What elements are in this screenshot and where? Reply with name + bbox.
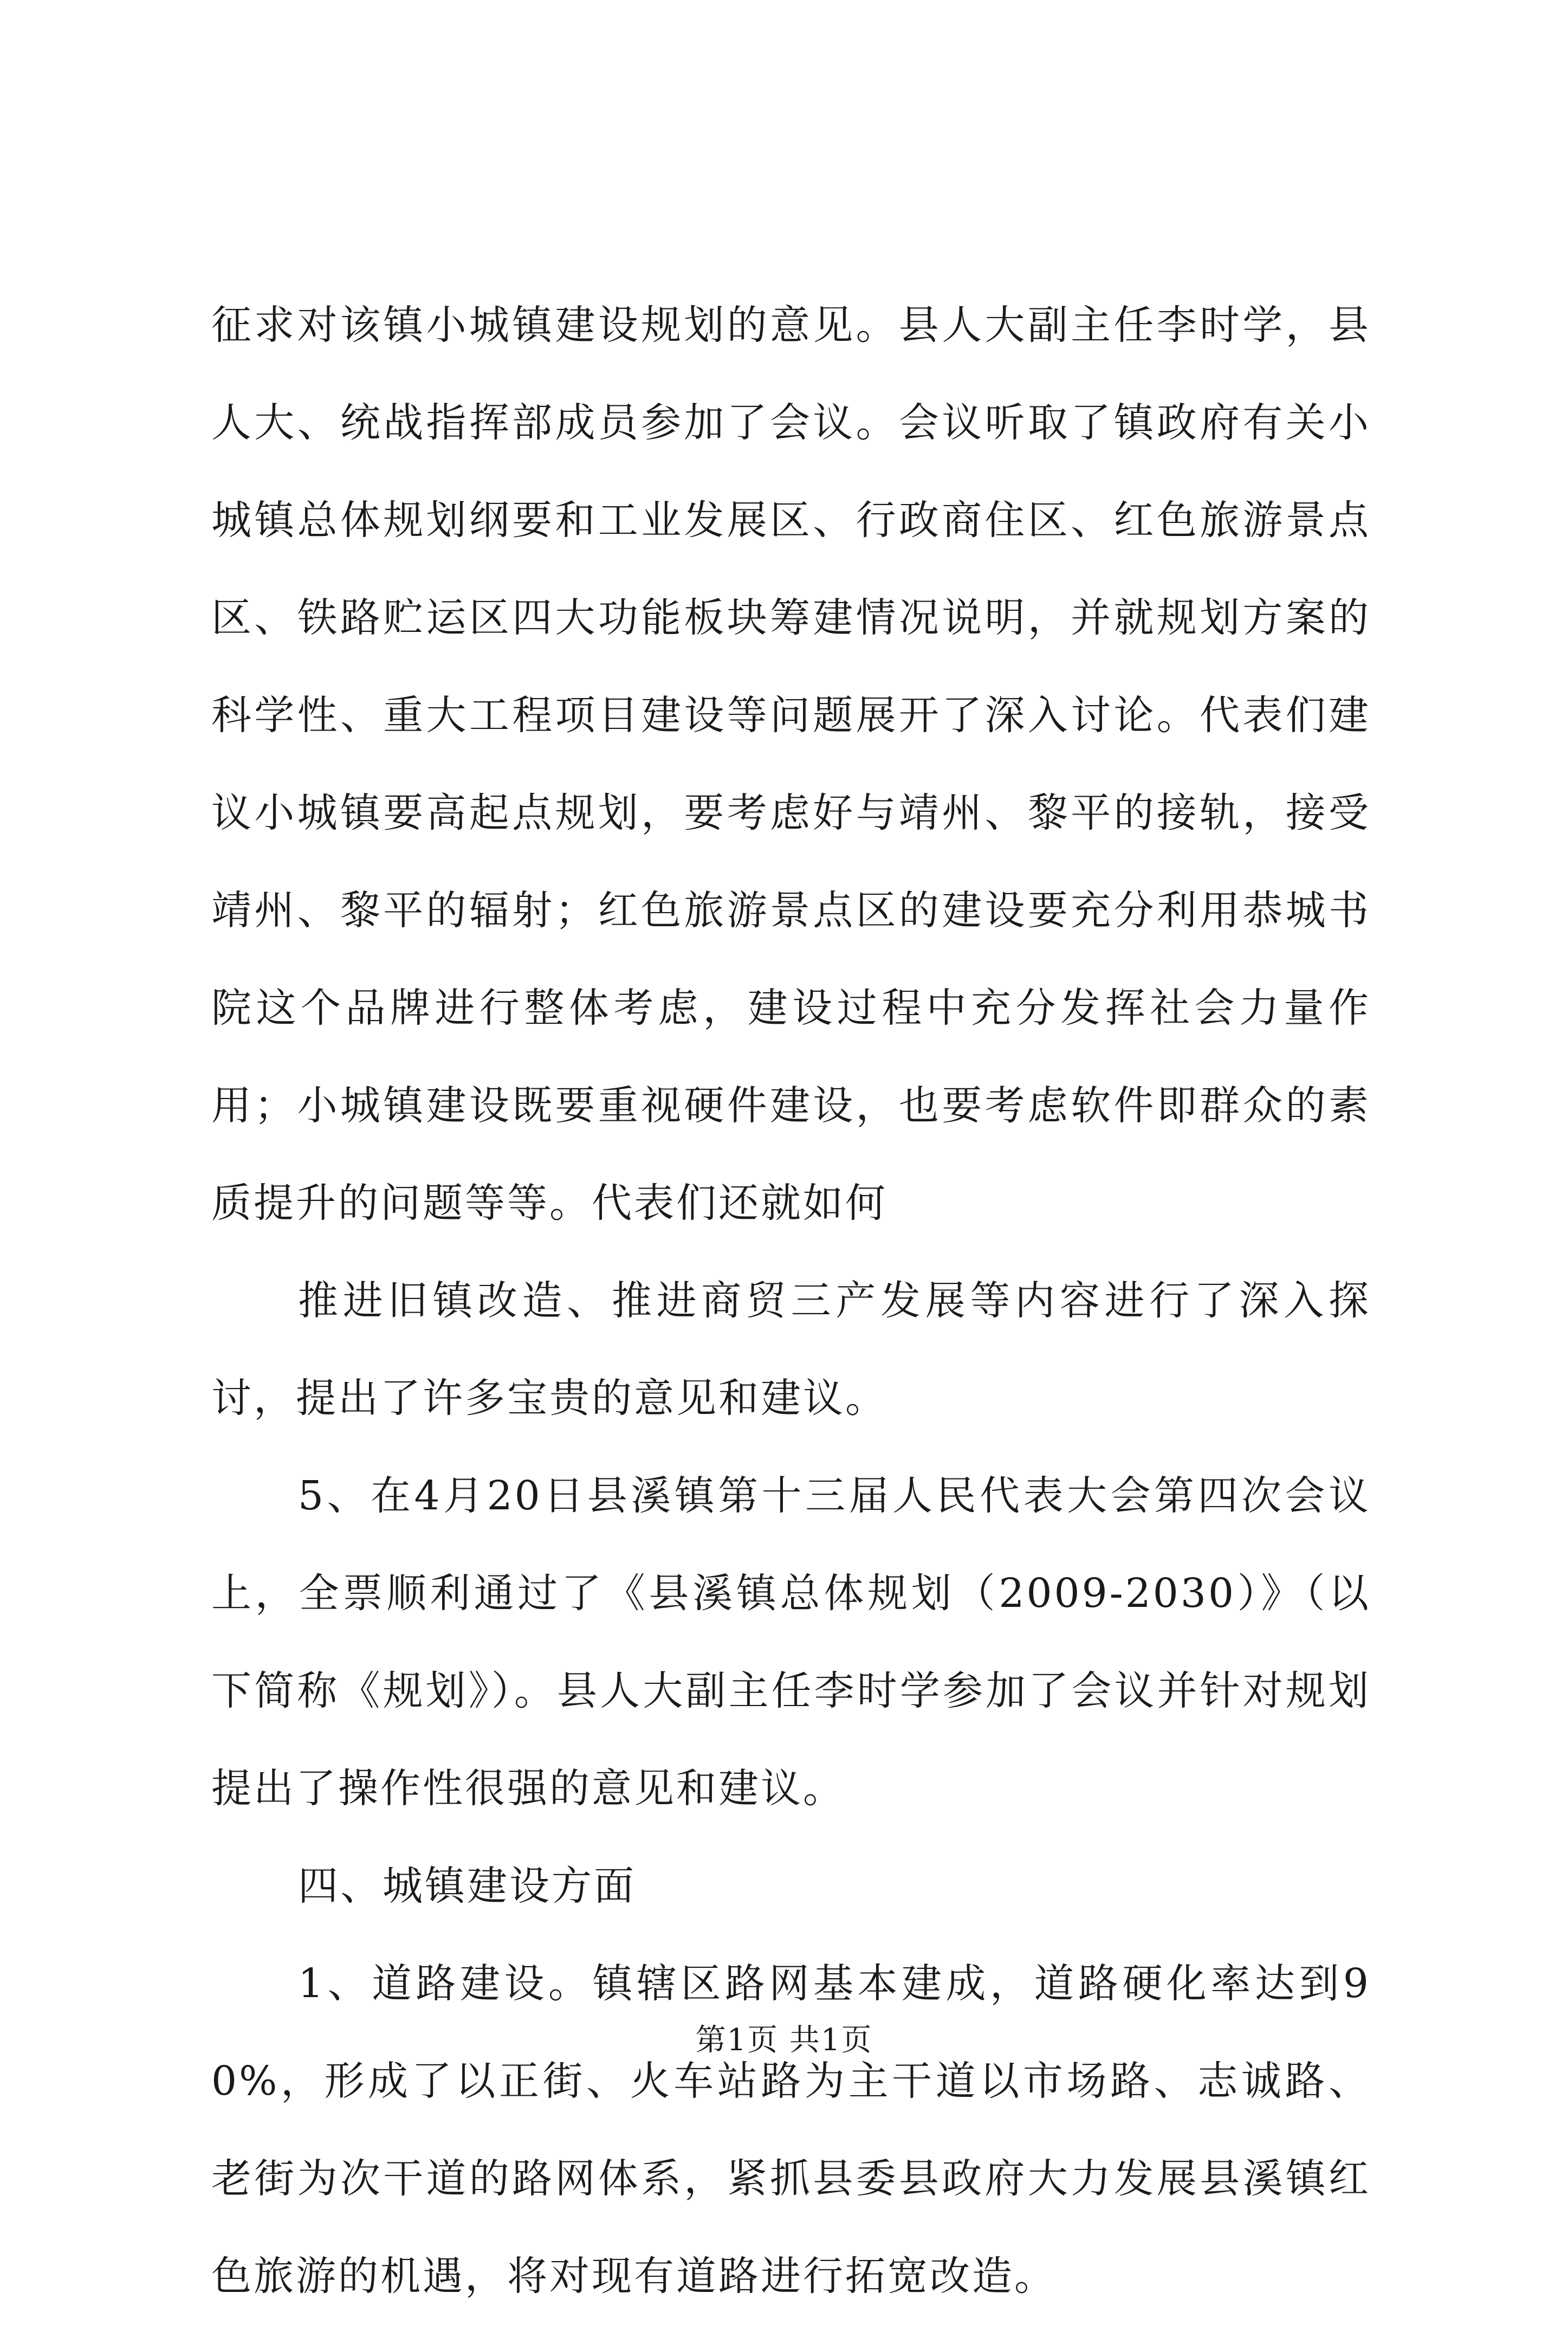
section-heading: 四、城镇建设方面 bbox=[298, 1863, 636, 1909]
paragraph-item-5: 5、在4月20日县溪镇第十三届人民代表大会第四次会议上，全票顺利通过了《县溪镇总体规划（2009-2030）》（以下简称《规划》）。县人大副主任李时学参加了会议并针对规划提出了操作性很强的意见和建议。 bbox=[211, 1472, 1371, 1812]
paragraph-discussion: 推进旧镇改造、推进商贸三产发展等内容进行了深入探讨，提出了许多宝贵的意见和建议。 bbox=[211, 1277, 1371, 1422]
page-footer: 第1页 共1页 bbox=[695, 2023, 873, 2058]
paragraph-continuation: 征求对该镇小城镇建设规划的意见。县人大副主任李时学，县人大、统战指挥部成员参加了会议。会议听取了镇政府有关小城镇总体规划纲要和工业发展区、行政商住区、红色旅游景点区、铁路贮运区四大功能板块筹建情况说明，并就规划方案的科学性、重大工程项目建设等问题展开了深入讨论。代表们建议小城镇要高起点规划，要考虑好与靖州、黎平的接轨，接受靖州、黎平的辐射；红色旅游景点区的建设要充分利用恭城书院这个品牌进行整体考虑，建设过程中充分发挥社会力量作用；小城镇建设既要重视硬件建设，也要考虑软件即群众的素质提升的问题等等。代表们还就如何 bbox=[211, 302, 1371, 1226]
paragraph-road-construction: 1、道路建设。镇辖区路网基本建成，道路硬化率达到90%，形成了以正街、火车站路为主干道以市场路、志诚路、老街为次干道的路网体系，紧抓县委县政府大力发展县溪镇红色旅游的机遇，将对现有道路进行拓宽改造。 bbox=[211, 1960, 1371, 2300]
